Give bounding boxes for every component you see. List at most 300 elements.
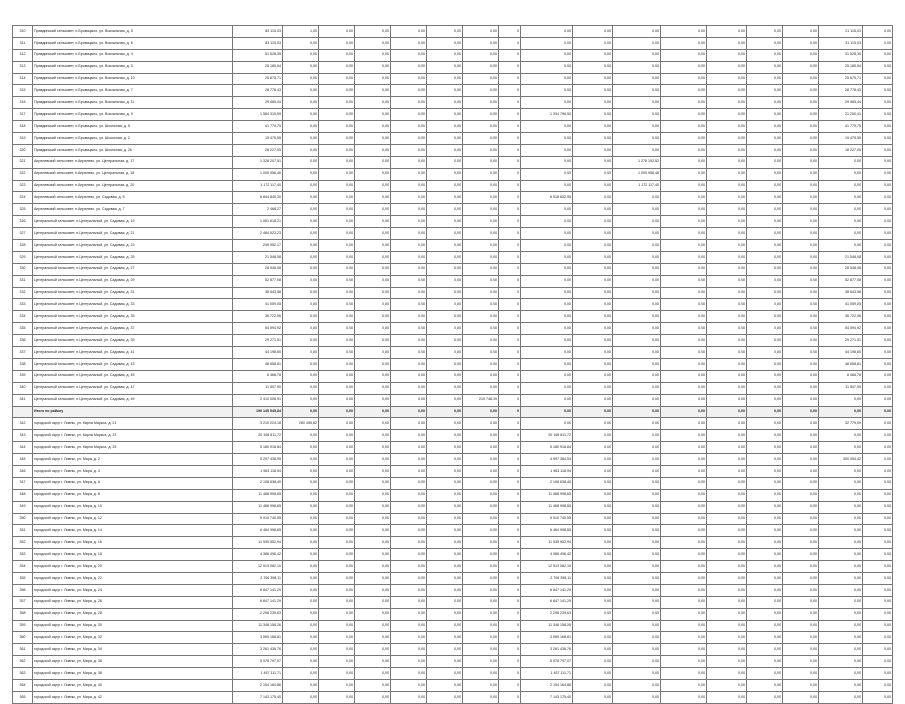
value-cell: 0,00 [747, 572, 783, 584]
value-cell: 0,00 [783, 287, 819, 299]
value-cell: 0 [499, 240, 521, 252]
value-cell: 0,00 [427, 584, 463, 596]
value-cell: 0,00 [613, 26, 661, 38]
value-cell: 29 271,51 [819, 335, 863, 347]
value-cell: 0,00 [427, 644, 463, 656]
value-cell: 0,00 [863, 26, 893, 38]
value-cell: 52 877,08 [819, 275, 863, 287]
value-cell: 0,00 [355, 501, 391, 513]
address-cell: городской округ г. Ливны, ул. Мира, д. 18 [33, 549, 233, 561]
value-cell: 0,00 [747, 204, 783, 216]
value-cell: 0,00 [863, 632, 893, 644]
value-cell: 0,00 [783, 561, 819, 573]
value-cell: 0,00 [747, 442, 783, 454]
value-cell: 0 [499, 656, 521, 668]
value-cell: 0,00 [319, 144, 355, 156]
value-cell: 0,00 [521, 287, 573, 299]
value-cell: 0,00 [863, 394, 893, 406]
value-cell: 36 722,06 [819, 311, 863, 323]
value-cell: 0,00 [783, 37, 819, 49]
value-cell: 0,00 [521, 323, 573, 335]
table-row [13, 358, 893, 370]
value-cell: 0,00 [863, 216, 893, 228]
value-cell: 0,00 [463, 477, 499, 489]
value-cell: 2 410 008,91 [233, 394, 283, 406]
value-cell: 0,00 [707, 85, 747, 97]
value-cell: 0,00 [319, 49, 355, 61]
value-cell: 0,00 [819, 501, 863, 513]
value-cell: 0,00 [707, 668, 747, 680]
address-cell: Правдинский сельсовет, п.Бровицыно, ул. Вокзальная, д. 4 [33, 49, 233, 61]
value-cell: 0 [499, 418, 521, 430]
value-cell: 0,00 [783, 204, 819, 216]
value-cell: 0 [499, 596, 521, 608]
value-cell: 0,00 [521, 251, 573, 263]
value-cell: 5 978 797,07 [521, 656, 573, 668]
value-cell: 0,00 [427, 679, 463, 691]
value-cell: 0,00 [391, 335, 427, 347]
value-cell: 0,00 [283, 596, 319, 608]
value-cell: 0,00 [283, 97, 319, 109]
value-cell: 0,00 [863, 454, 893, 466]
value-cell: 0,00 [707, 584, 747, 596]
value-cell: 0,00 [783, 608, 819, 620]
value-cell: 0,00 [355, 121, 391, 133]
value-cell: 0 [499, 584, 521, 596]
value-cell: 0,00 [355, 335, 391, 347]
value-cell: 0,00 [521, 37, 573, 49]
value-cell: 0 [499, 287, 521, 299]
value-cell: 0,00 [355, 347, 391, 359]
value-cell: 0,00 [573, 394, 613, 406]
table-row [13, 49, 893, 61]
row-number: 329 [13, 251, 33, 263]
value-cell: 0,00 [391, 489, 427, 501]
table-row [13, 323, 893, 335]
value-cell: 0,00 [355, 430, 391, 442]
value-cell: 0,00 [573, 85, 613, 97]
value-cell: 0,00 [707, 370, 747, 382]
table-row [13, 442, 893, 454]
value-cell: 0,00 [747, 608, 783, 620]
value-cell: 0,00 [863, 465, 893, 477]
value-cell: 0,00 [355, 656, 391, 668]
row-number: 354 [13, 561, 33, 573]
value-cell: 0,00 [463, 240, 499, 252]
value-cell: 0,00 [355, 394, 391, 406]
value-cell: 25 185,54 [233, 61, 283, 73]
value-cell: 0,00 [283, 192, 319, 204]
value-cell: 0,00 [463, 632, 499, 644]
value-cell: 0 [499, 85, 521, 97]
address-cell: Центральный сельсовет, п.Центральный, ул. Садовая, д. 43 [33, 358, 233, 370]
value-cell: 4 386 496,42 [521, 549, 573, 561]
value-cell: 0,00 [427, 156, 463, 168]
value-cell: 0,00 [427, 180, 463, 192]
value-cell: 0,00 [819, 513, 863, 525]
value-cell: 7 143 175,40 [521, 691, 573, 703]
value-cell: 0,00 [283, 382, 319, 394]
address-cell: городской округ г. Ливны, ул. Мира, д. 16 [33, 537, 233, 549]
value-cell: 0,00 [391, 418, 427, 430]
value-cell: 0,00 [661, 216, 707, 228]
value-cell: 5 910 740,55 [521, 513, 573, 525]
value-cell: 0,00 [463, 537, 499, 549]
value-cell: 0,00 [819, 228, 863, 240]
value-cell: 0,00 [863, 133, 893, 145]
value-cell: 0,00 [391, 454, 427, 466]
value-cell: 26 227,05 [233, 144, 283, 156]
value-cell: 0 [499, 49, 521, 61]
value-cell: 0,00 [783, 335, 819, 347]
value-cell: 0,00 [427, 228, 463, 240]
value-cell: 11 507,90 [819, 382, 863, 394]
value-cell: 0,00 [747, 454, 783, 466]
value-cell: 0,00 [573, 430, 613, 442]
address-cell: городской округ г. Ливны, ул. Мира, д. 14 [33, 525, 233, 537]
value-cell: 0,00 [573, 501, 613, 513]
value-cell: 0,00 [573, 442, 613, 454]
table-row [13, 299, 893, 311]
value-cell: 0 [499, 275, 521, 287]
value-cell: 0,00 [661, 156, 707, 168]
value-cell: 0,00 [283, 430, 319, 442]
address-cell: Центральный сельсовет, п.Центральный, ул. Садовая, д. 49 [33, 394, 233, 406]
value-cell: 0,00 [391, 656, 427, 668]
value-cell: 0,00 [783, 370, 819, 382]
value-cell: 1 328 207,51 [233, 156, 283, 168]
row-number: 311 [13, 37, 33, 49]
value-cell: 0,00 [427, 656, 463, 668]
value-cell: 0,00 [613, 513, 661, 525]
row-number: 355 [13, 572, 33, 584]
value-cell: 0,00 [863, 61, 893, 73]
value-cell: 0,00 [391, 358, 427, 370]
value-cell: 0,00 [613, 49, 661, 61]
value-cell: 0,00 [783, 156, 819, 168]
value-cell: 0 [499, 144, 521, 156]
value-cell: 8 466,78 [819, 370, 863, 382]
value-cell: 0,00 [283, 156, 319, 168]
value-cell: 0,00 [573, 691, 613, 703]
value-cell: 0,00 [613, 656, 661, 668]
value-cell: 0,00 [661, 263, 707, 275]
value-cell: 0,00 [319, 61, 355, 73]
value-cell: 0,00 [573, 61, 613, 73]
value-cell: 0,00 [747, 26, 783, 38]
table-row [13, 596, 893, 608]
value-cell: 0,00 [355, 133, 391, 145]
table-row [13, 37, 893, 49]
value-cell: 0,00 [863, 168, 893, 180]
value-cell: 0,00 [819, 679, 863, 691]
value-cell: 0,00 [319, 275, 355, 287]
value-cell: 0,00 [863, 513, 893, 525]
value-cell: 0,00 [283, 442, 319, 454]
value-cell: 0,00 [863, 608, 893, 620]
value-cell: 0,00 [661, 299, 707, 311]
value-cell: 0,00 [355, 454, 391, 466]
value-cell: 0,00 [283, 204, 319, 216]
value-cell: 0,00 [819, 632, 863, 644]
value-cell: 0,00 [463, 644, 499, 656]
address-cell: городской округ г. Ливны, ул. Мира, д. 2 [33, 454, 233, 466]
value-cell: 0,00 [747, 85, 783, 97]
value-cell: 0,00 [747, 251, 783, 263]
value-cell: 0,00 [463, 406, 499, 418]
value-cell: 0 [499, 561, 521, 573]
value-cell: 0,00 [783, 596, 819, 608]
value-cell: 0,00 [427, 347, 463, 359]
value-cell: 0,00 [319, 644, 355, 656]
value-cell: 0,00 [283, 335, 319, 347]
value-cell: 0,00 [863, 180, 893, 192]
value-cell: 0,00 [573, 109, 613, 121]
value-cell: 0,00 [661, 109, 707, 121]
value-cell: 0,00 [747, 561, 783, 573]
value-cell: 0,00 [427, 73, 463, 85]
value-cell: 0,00 [521, 61, 573, 73]
value-cell: 0 [499, 572, 521, 584]
table-row [13, 26, 893, 38]
table-row [13, 109, 893, 121]
value-cell: 0,00 [573, 49, 613, 61]
value-cell: 0,00 [661, 525, 707, 537]
value-cell: 0,00 [573, 561, 613, 573]
value-cell: 249 952,17 [233, 240, 283, 252]
value-cell: 29 465,44 [233, 97, 283, 109]
value-cell: 0,00 [427, 691, 463, 703]
value-cell: 0,00 [355, 537, 391, 549]
value-cell: 0,00 [661, 513, 707, 525]
value-cell: 0,00 [613, 454, 661, 466]
value-cell: 0,00 [355, 596, 391, 608]
value-cell: 0 [499, 465, 521, 477]
value-cell: 0,00 [863, 406, 893, 418]
value-cell: 0,00 [283, 620, 319, 632]
value-cell: 6 847 141,29 [233, 596, 283, 608]
value-cell: 0,00 [863, 656, 893, 668]
value-cell: 20 108 811,72 [521, 430, 573, 442]
value-cell: 0,00 [707, 549, 747, 561]
value-cell: 0,00 [661, 418, 707, 430]
value-cell: 0,00 [391, 549, 427, 561]
value-cell: 29 465,44 [819, 97, 863, 109]
value-cell: 0,00 [863, 109, 893, 121]
value-cell: 0,00 [427, 335, 463, 347]
table-row [13, 525, 893, 537]
value-cell: 0,00 [573, 620, 613, 632]
value-cell: 0,00 [707, 442, 747, 454]
value-cell: 0,00 [661, 228, 707, 240]
value-cell: 0,00 [613, 37, 661, 49]
value-cell: 0,00 [283, 644, 319, 656]
value-cell: 0,00 [427, 382, 463, 394]
value-cell: 0,00 [521, 168, 573, 180]
value-cell: 0,00 [391, 73, 427, 85]
value-cell: 28 778,43 [233, 85, 283, 97]
value-cell: 0,00 [613, 347, 661, 359]
value-cell: 0,00 [463, 73, 499, 85]
value-cell: 0,00 [573, 73, 613, 85]
value-cell: 0,00 [707, 335, 747, 347]
value-cell: 0,00 [707, 358, 747, 370]
value-cell: 0,00 [707, 168, 747, 180]
value-cell: 0,00 [707, 477, 747, 489]
table-row [13, 513, 893, 525]
value-cell: 0,00 [355, 632, 391, 644]
table-row [13, 489, 893, 501]
table-row [13, 501, 893, 513]
value-cell: 16 227,05 [819, 144, 863, 156]
value-cell: 0,00 [319, 477, 355, 489]
row-number: 328 [13, 240, 33, 252]
address-cell: Центральный сельсовет, п.Центральный, ул. Садовая, д. 21 [33, 228, 233, 240]
value-cell: 8 466,78 [233, 370, 283, 382]
value-cell: 52 877,08 [233, 275, 283, 287]
value-cell: 0,00 [661, 61, 707, 73]
address-cell: городской округ г. Ливны, ул. Карла Маркса, д. 25 [33, 442, 233, 454]
value-cell: 0,00 [463, 418, 499, 430]
value-cell: 0,00 [613, 61, 661, 73]
value-cell: 0,00 [661, 596, 707, 608]
value-cell: 0,00 [707, 37, 747, 49]
value-cell: 6 847 141,29 [521, 584, 573, 596]
value-cell: 0,00 [319, 228, 355, 240]
value-cell: 0 [499, 430, 521, 442]
value-cell: 0,00 [863, 263, 893, 275]
value-cell: 0,00 [391, 501, 427, 513]
value-cell: 0,00 [573, 668, 613, 680]
value-cell: 0,00 [707, 251, 747, 263]
value-cell: 0,00 [463, 608, 499, 620]
value-cell: 0,00 [863, 620, 893, 632]
table-row [13, 537, 893, 549]
value-cell: 0,00 [613, 465, 661, 477]
value-cell: 12 513 082,10 [233, 561, 283, 573]
value-cell: 0,00 [747, 275, 783, 287]
value-cell: 0,00 [283, 465, 319, 477]
value-cell: 0,00 [521, 394, 573, 406]
value-cell: 0,00 [661, 644, 707, 656]
value-cell: 0,00 [463, 572, 499, 584]
value-cell: 0,00 [573, 644, 613, 656]
value-cell: 0,00 [747, 311, 783, 323]
value-cell: 0,00 [391, 26, 427, 38]
value-cell: 0,00 [355, 156, 391, 168]
value-cell: 0,00 [391, 133, 427, 145]
value-cell: 0,00 [747, 632, 783, 644]
address-cell: Центральный сельсовет, п.Центральный, ул. Садовая, д. 47 [33, 382, 233, 394]
value-cell: 0,00 [613, 430, 661, 442]
value-cell: 0,00 [319, 501, 355, 513]
value-cell: 0,00 [613, 73, 661, 85]
table-row [13, 85, 893, 97]
value-cell: 0,00 [521, 49, 573, 61]
value-cell: 0,00 [319, 454, 355, 466]
row-number: 361 [13, 644, 33, 656]
value-cell: 0,00 [707, 240, 747, 252]
value-cell: 0,00 [283, 144, 319, 156]
value-cell: 0,00 [661, 537, 707, 549]
address-cell: Апрелевский сельсовет, п.Апрелево, ул. Центральная, д. 18 [33, 168, 233, 180]
table-row [13, 192, 893, 204]
value-cell: 2 298 239,63 [521, 608, 573, 620]
value-cell: 0,00 [863, 311, 893, 323]
value-cell: 0,00 [707, 121, 747, 133]
value-cell: 0 [499, 442, 521, 454]
value-cell: 0,00 [521, 85, 573, 97]
value-cell: 51 528,35 [233, 49, 283, 61]
value-cell: 0,00 [391, 525, 427, 537]
value-cell: 0,00 [391, 620, 427, 632]
value-cell: 0,00 [783, 632, 819, 644]
value-cell: 0,00 [783, 73, 819, 85]
value-cell: 0,00 [391, 109, 427, 121]
value-cell: 0,00 [613, 299, 661, 311]
value-cell: 0,00 [863, 537, 893, 549]
value-cell: 0,00 [707, 180, 747, 192]
value-cell: 0,00 [747, 406, 783, 418]
value-cell: 2 706 398,11 [521, 572, 573, 584]
value-cell: 0,00 [573, 454, 613, 466]
value-cell: 0,00 [613, 240, 661, 252]
value-cell: 0,00 [427, 632, 463, 644]
value-cell: 0,00 [463, 668, 499, 680]
value-cell: 0,00 [613, 358, 661, 370]
value-cell: 0,00 [463, 442, 499, 454]
value-cell: 0,00 [391, 299, 427, 311]
address-cell: городской округ г. Ливны, ул. Мира, д. 36 [33, 656, 233, 668]
address-cell: городской округ г. Ливны, ул. Мира, д. 24 [33, 584, 233, 596]
value-cell: 0 [499, 525, 521, 537]
value-cell: 0,00 [355, 287, 391, 299]
value-cell: 0,00 [661, 370, 707, 382]
address-cell: городской округ г. Ливны, ул. Мира, д. 6 [33, 477, 233, 489]
value-cell: 0,00 [661, 691, 707, 703]
value-cell: 11 507,90 [233, 382, 283, 394]
value-cell: 21 200,41 [819, 109, 863, 121]
value-cell: 0,00 [355, 668, 391, 680]
value-cell: 0,00 [783, 121, 819, 133]
value-cell: 0,00 [747, 584, 783, 596]
value-cell: 0,00 [819, 430, 863, 442]
value-cell: 0,00 [391, 275, 427, 287]
value-cell: 0,00 [319, 394, 355, 406]
value-cell: 0,00 [283, 608, 319, 620]
value-cell: 0,00 [427, 168, 463, 180]
value-cell: 1 334 796,50 [521, 109, 573, 121]
value-cell: 0,00 [613, 596, 661, 608]
value-cell: 0,00 [661, 584, 707, 596]
value-cell: 0,00 [661, 275, 707, 287]
value-cell: 0 [499, 537, 521, 549]
value-cell: 0,00 [355, 358, 391, 370]
value-cell: 0,00 [783, 251, 819, 263]
value-cell: 0,00 [613, 121, 661, 133]
value-cell: 36 722,06 [233, 311, 283, 323]
value-cell: 0,00 [707, 644, 747, 656]
value-cell: 0,00 [863, 347, 893, 359]
value-cell: 0,00 [783, 537, 819, 549]
value-cell: 0,00 [661, 358, 707, 370]
value-cell: 0,00 [319, 358, 355, 370]
value-cell: 0,00 [661, 323, 707, 335]
value-cell: 0,00 [521, 299, 573, 311]
row-number: 343 [13, 430, 33, 442]
value-cell: 0,00 [391, 394, 427, 406]
value-cell: 190 145 545,84 [233, 406, 283, 418]
